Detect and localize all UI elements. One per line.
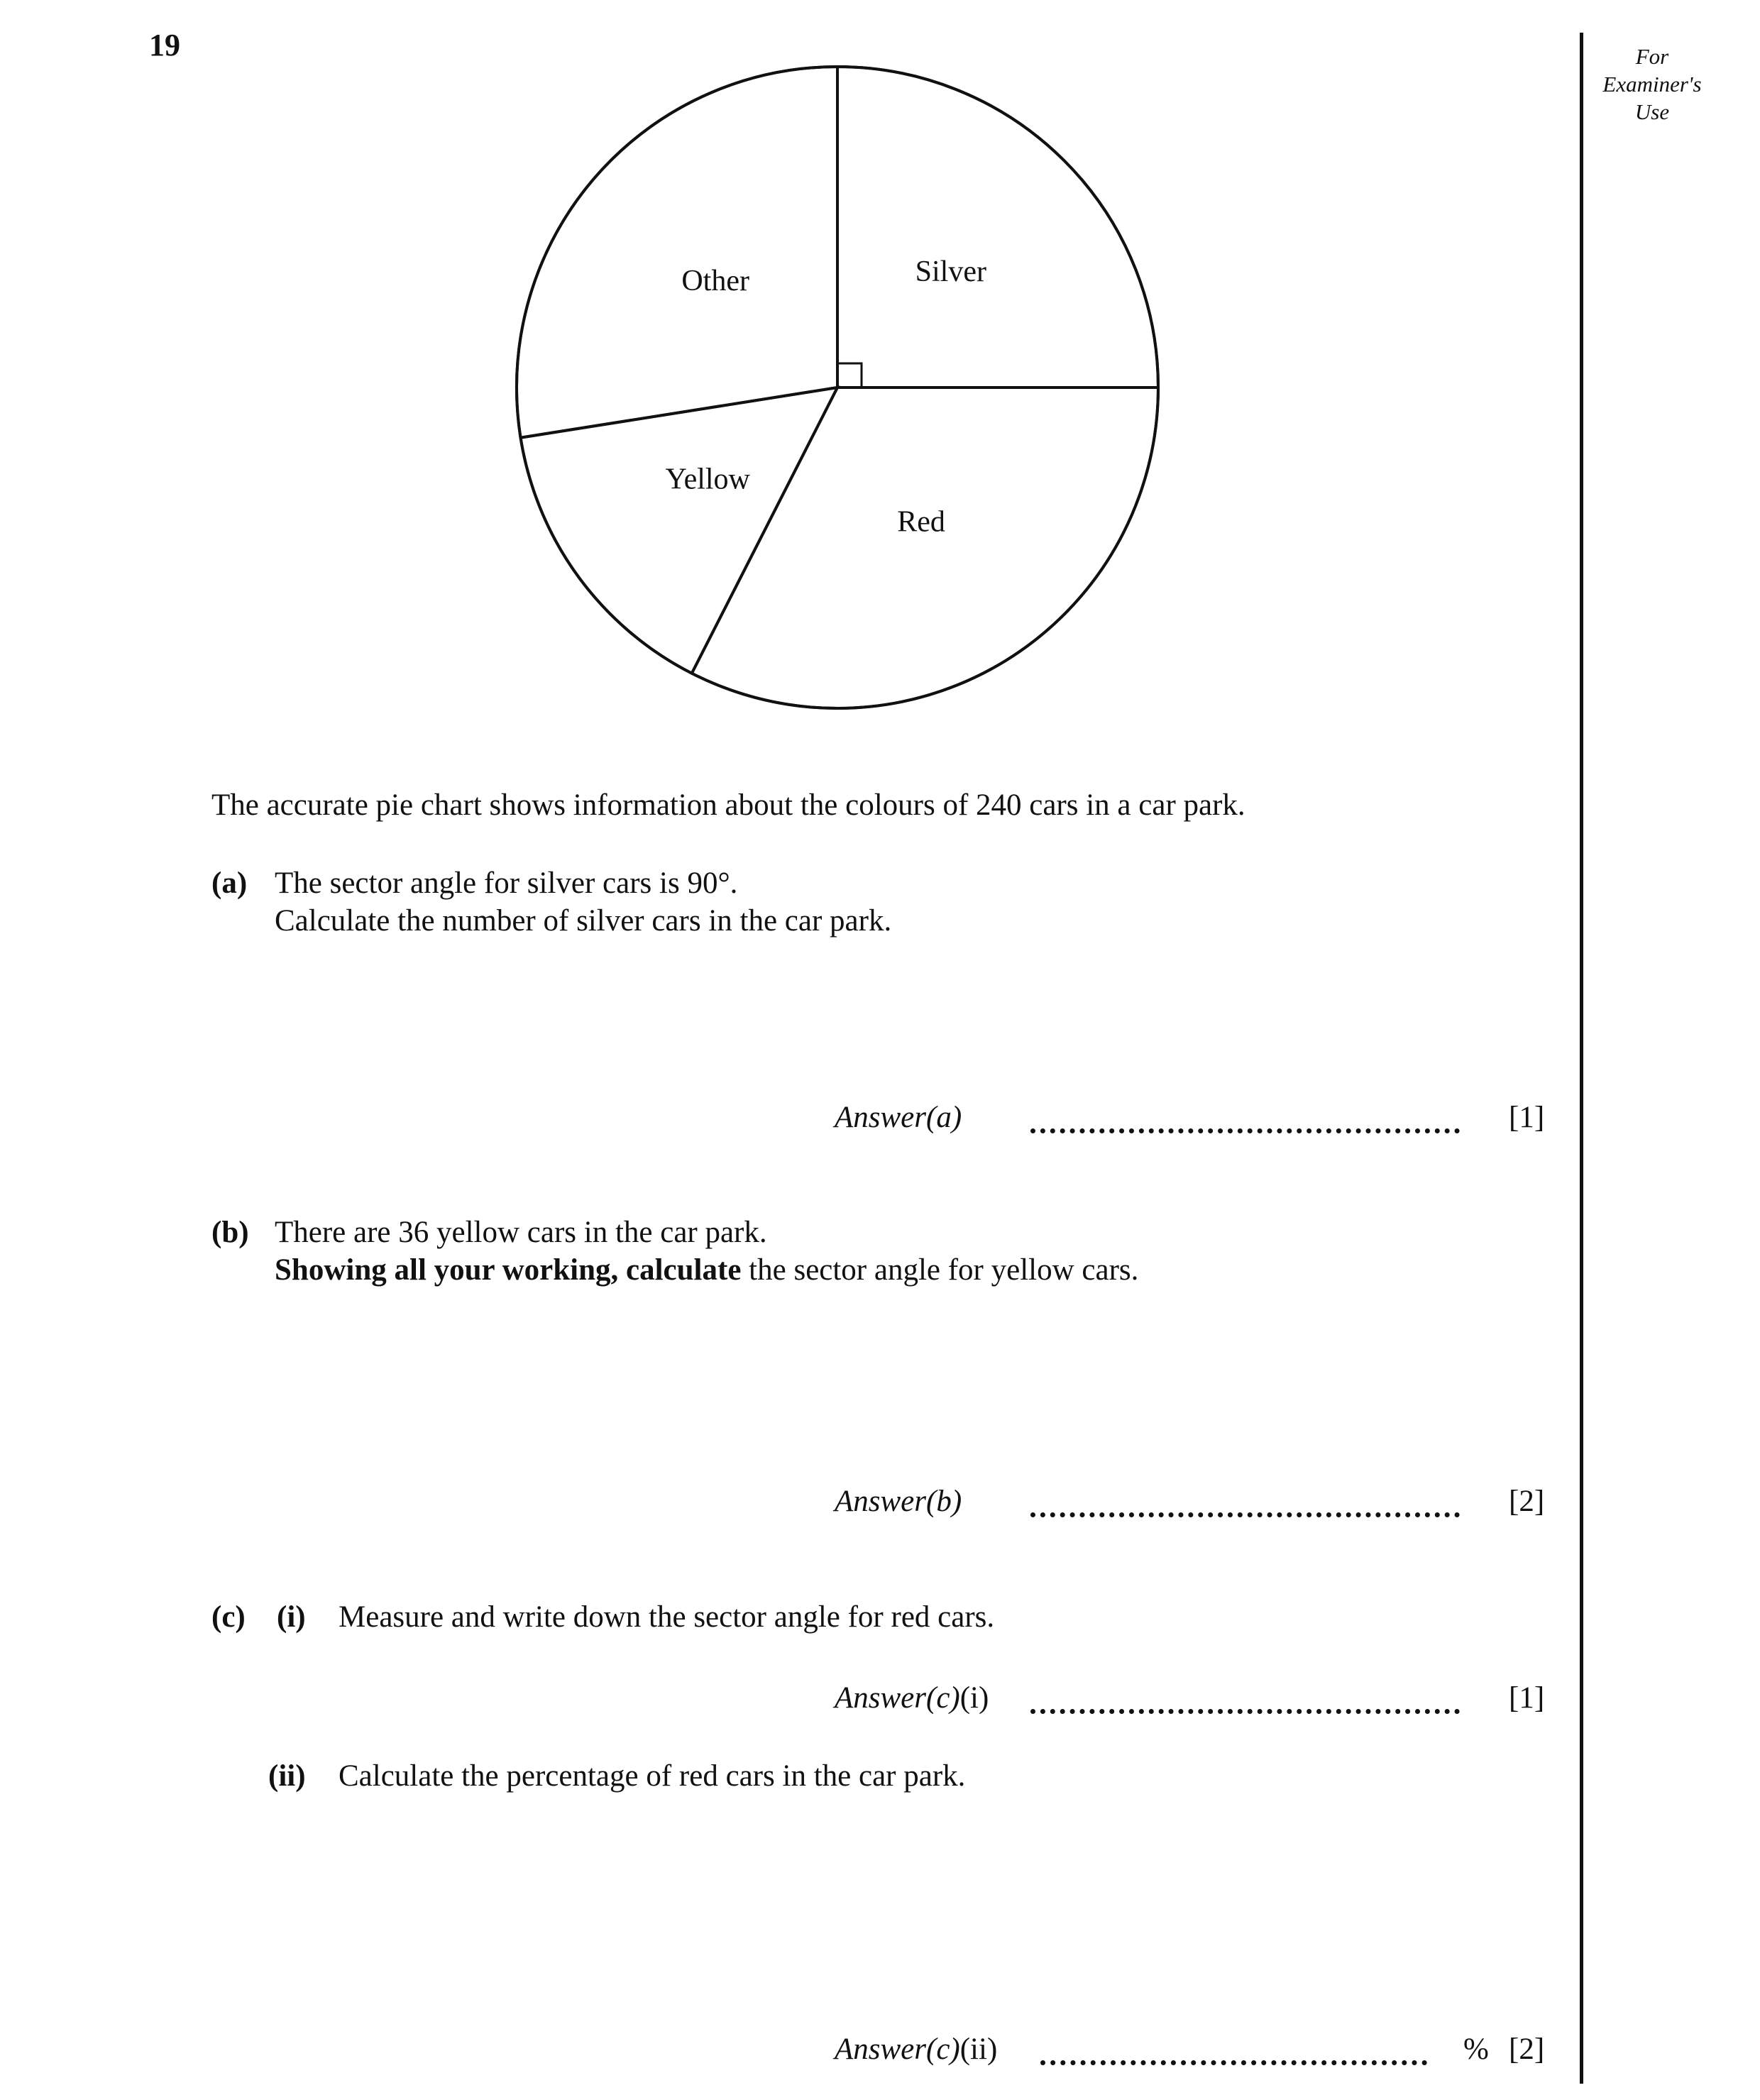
pie-slice-silver bbox=[837, 67, 1158, 387]
question-intro: The accurate pie chart shows information about the colours of 240 cars in a car park. bbox=[211, 788, 1245, 822]
answer-c-i-label-italic: Answer(c) bbox=[835, 1681, 960, 1715]
examiner-margin-line bbox=[1580, 33, 1583, 2084]
answer-b-marks: [2] bbox=[1509, 1485, 1545, 1518]
answer-a-label: Answer(a) bbox=[835, 1101, 962, 1134]
pie-slice-red bbox=[692, 387, 1158, 708]
answer-c-ii-label bbox=[835, 2032, 997, 2067]
part-c-i-label: (i) bbox=[277, 1600, 306, 1634]
pie-chart bbox=[497, 50, 1178, 731]
answer-b-label: Answer(b) bbox=[835, 1485, 962, 1518]
examiner-label-line: For bbox=[1635, 44, 1669, 69]
answer-c-ii-label-italic: Answer(c) bbox=[835, 2033, 960, 2066]
examiner-use-label bbox=[1588, 43, 1716, 126]
part-b-instruction-rest: the sector angle for yellow cars. bbox=[741, 1253, 1139, 1287]
part-c-ii-label: (ii) bbox=[268, 1759, 306, 1793]
pie-slice-other bbox=[517, 67, 837, 438]
part-c-label: (c) bbox=[211, 1600, 246, 1634]
part-a-label: (a) bbox=[211, 867, 248, 900]
part-a-line2: Calculate the number of silver cars in the car park. bbox=[275, 904, 892, 938]
answer-c-i-label bbox=[835, 1681, 989, 1715]
answer-a-line[interactable] bbox=[1030, 1128, 1460, 1133]
examiner-label-line: Use bbox=[1634, 99, 1670, 124]
part-b-line1: There are 36 yellow cars in the car park. bbox=[275, 1216, 767, 1249]
part-c-ii-text: Calculate the percentage of red cars in the car park. bbox=[339, 1759, 966, 1793]
pie-label-silver: Silver bbox=[915, 255, 986, 288]
part-b-label: (b) bbox=[211, 1216, 249, 1249]
answer-c-i-marks: [1] bbox=[1509, 1681, 1545, 1715]
part-a-line1: The sector angle for silver cars is 90°. bbox=[275, 867, 738, 900]
part-c-i-text: Measure and write down the sector angle for red cars. bbox=[339, 1600, 995, 1634]
answer-b-line[interactable] bbox=[1030, 1512, 1460, 1517]
answer-c-ii-marks: [2] bbox=[1509, 2033, 1545, 2066]
pie-label-red: Red bbox=[897, 505, 945, 539]
pie-label-other: Other bbox=[681, 264, 749, 297]
answer-c-ii-unit: % bbox=[1463, 2033, 1489, 2066]
part-b-instruction-bold: Showing all your working, calculate bbox=[275, 1253, 742, 1287]
right-angle-marker bbox=[837, 363, 862, 387]
answer-c-i-label-roman: (i) bbox=[959, 1681, 989, 1715]
answer-c-ii-line[interactable] bbox=[1040, 2060, 1427, 2065]
examiner-label-line: Examiner's bbox=[1602, 72, 1702, 97]
question-number: 19 bbox=[149, 28, 180, 62]
answer-c-ii-label-roman: (ii) bbox=[959, 2033, 998, 2066]
pie-label-yellow: Yellow bbox=[665, 463, 750, 496]
answer-a-marks: [1] bbox=[1509, 1101, 1545, 1134]
part-b-line2 bbox=[275, 1251, 1138, 1289]
answer-c-i-line[interactable] bbox=[1030, 1709, 1460, 1714]
